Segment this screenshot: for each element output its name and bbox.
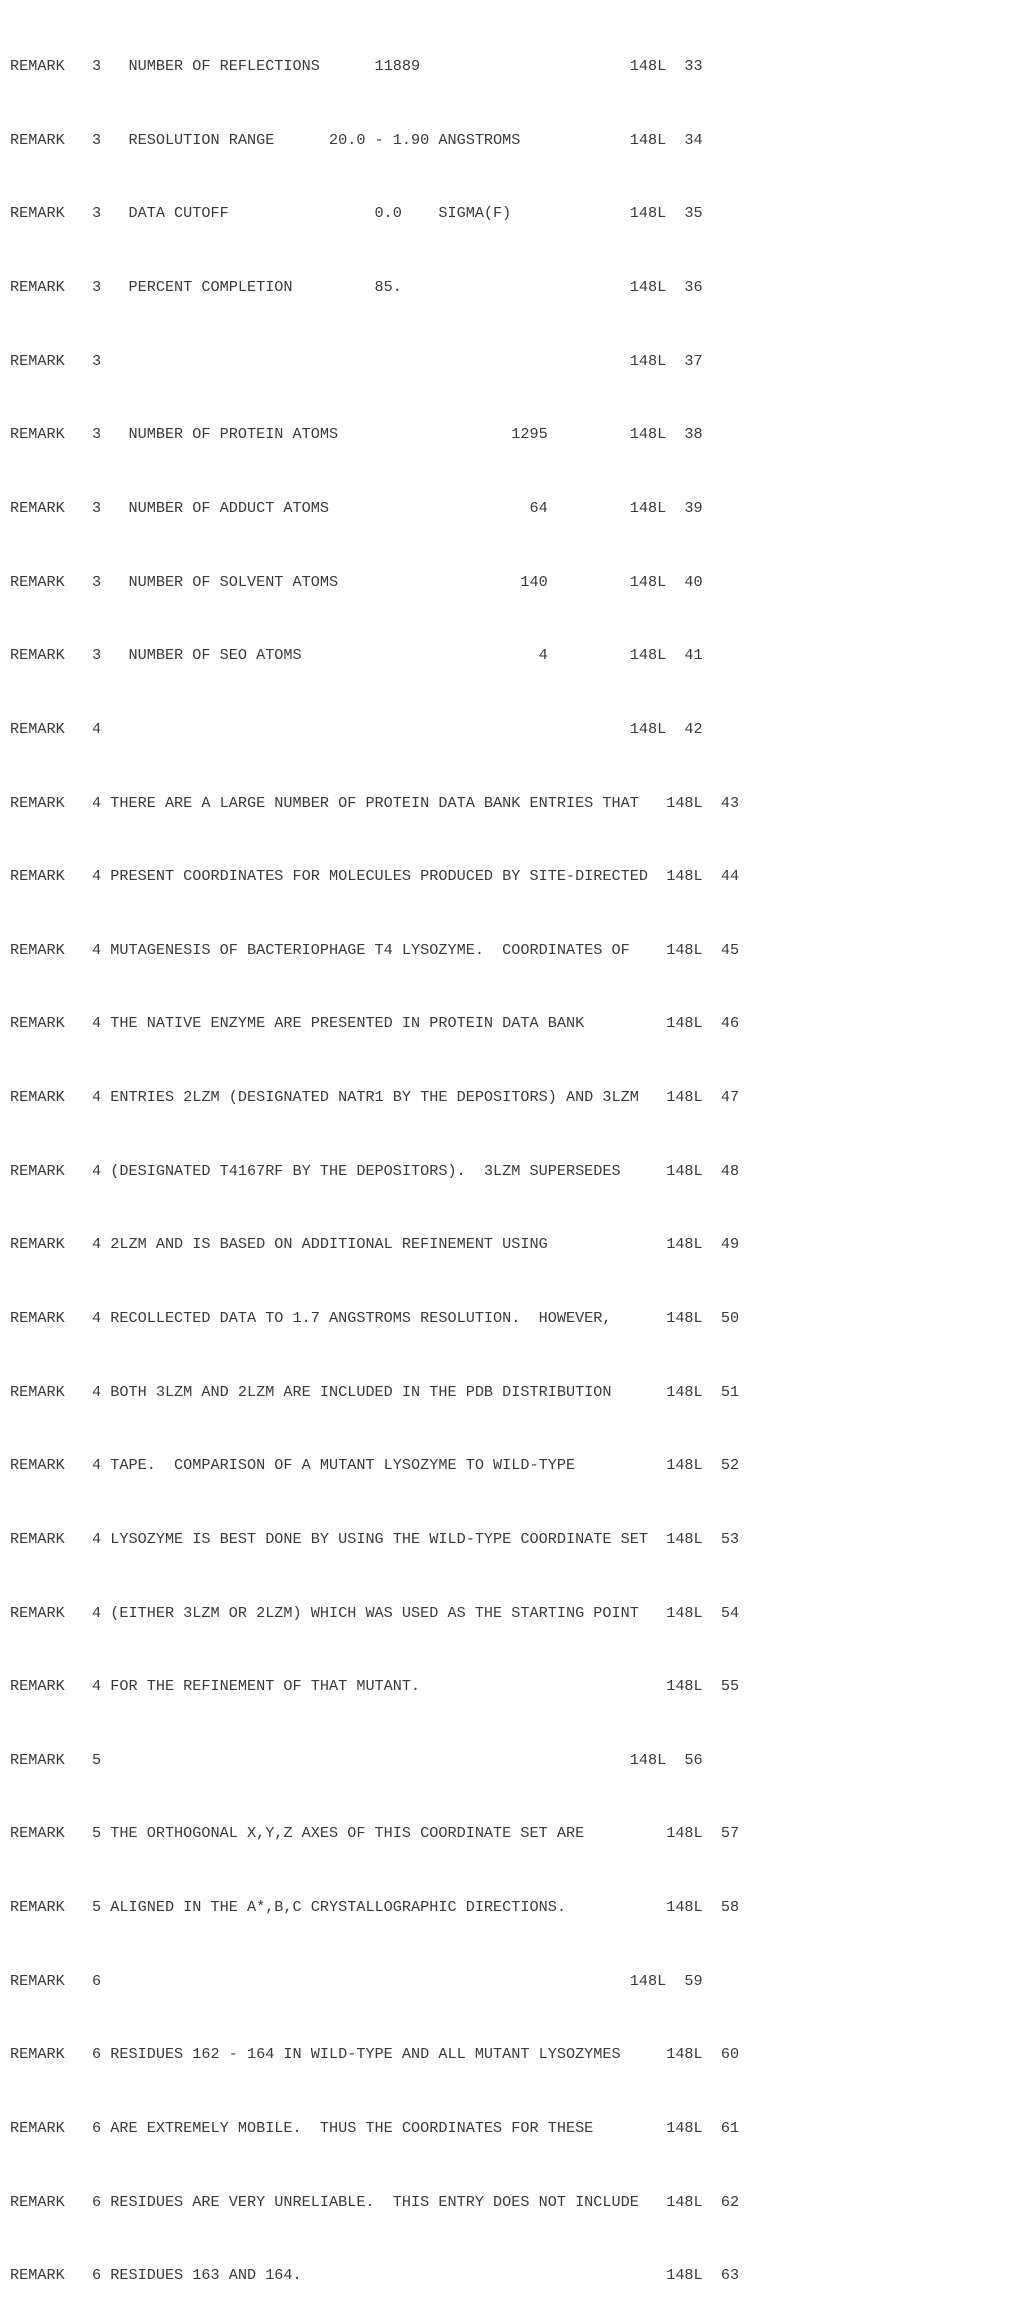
record-line: REMARK 3 DATA CUTOFF 0.0 SIGMA(F) 148L 35 — [10, 204, 703, 223]
record-line: REMARK 3 RESOLUTION RANGE 20.0 - 1.90 ANGSTROMS 148L 34 — [10, 130, 703, 149]
record-line: REMARK 6 RESIDUES 163 AND 164. 148L 63 — [10, 2266, 740, 2285]
record-line: REMARK 3 NUMBER OF SOLVENT ATOMS 140 148L 40 — [10, 572, 703, 591]
record-line: REMARK 4 BOTH 3LZM AND 2LZM ARE INCLUDED IN THE PDB DISTRIBUTION 148L 51 — [10, 1382, 740, 1401]
record-line: REMARK 5 THE ORTHOGONAL X,Y,Z AXES OF THIS COORDINATE SET ARE 148L 57 — [10, 1824, 740, 1843]
record-line: REMARK 6 RESIDUES ARE VERY UNRELIABLE. THIS ENTRY DOES NOT INCLUDE 148L 62 — [10, 2192, 740, 2211]
record-line: REMARK 4 148L 42 — [10, 719, 703, 738]
record-line: REMARK 4 (EITHER 3LZM OR 2LZM) WHICH WAS USED AS THE STARTING POINT 148L 54 — [10, 1603, 740, 1622]
record-line: REMARK 6 RESIDUES 162 - 164 IN WILD-TYPE AND ALL MUTANT LYSOZYMES 148L 60 — [10, 2045, 740, 2064]
record-line: REMARK 3 NUMBER OF ADDUCT ATOMS 64 148L 39 — [10, 498, 703, 517]
record-line: REMARK 4 (DESIGNATED T4167RF BY THE DEPOSITORS). 3LZM SUPERSEDES 148L 48 — [10, 1161, 740, 1180]
record-line: REMARK 4 MUTAGENESIS OF BACTERIOPHAGE T4 LYSOZYME. COORDINATES OF 148L 45 — [10, 940, 740, 959]
record-line: REMARK 4 2LZM AND IS BASED ON ADDITIONAL REFINEMENT USING 148L 49 — [10, 1235, 740, 1254]
pdb-file-text — [10, 5, 739, 2312]
record-line: REMARK 4 RECOLLECTED DATA TO 1.7 ANGSTROMS RESOLUTION. HOWEVER, 148L 50 — [10, 1308, 740, 1327]
record-line: REMARK 3 NUMBER OF REFLECTIONS 11889 148L 33 — [10, 57, 703, 76]
record-line: REMARK 4 PRESENT COORDINATES FOR MOLECULES PRODUCED BY SITE-DIRECTED 148L 44 — [10, 867, 740, 886]
record-line: REMARK 3 148L 37 — [10, 351, 703, 370]
record-line: REMARK 3 NUMBER OF SEO ATOMS 4 148L 41 — [10, 646, 703, 665]
record-line: REMARK 4 LYSOZYME IS BEST DONE BY USING THE WILD-TYPE COORDINATE SET 148L 53 — [10, 1529, 740, 1548]
record-line: REMARK 6 148L 59 — [10, 1971, 703, 1990]
record-line: REMARK 4 THE NATIVE ENZYME ARE PRESENTED IN PROTEIN DATA BANK 148L 46 — [10, 1014, 740, 1033]
record-line: REMARK 4 THERE ARE A LARGE NUMBER OF PROTEIN DATA BANK ENTRIES THAT 148L 43 — [10, 793, 740, 812]
record-line: REMARK 6 ARE EXTREMELY MOBILE. THUS THE COORDINATES FOR THESE 148L 61 — [10, 2119, 740, 2138]
record-line: REMARK 4 TAPE. COMPARISON OF A MUTANT LYSOZYME TO WILD-TYPE 148L 52 — [10, 1456, 740, 1475]
record-line: REMARK 5 ALIGNED IN THE A*,B,C CRYSTALLOGRAPHIC DIRECTIONS. 148L 58 — [10, 1898, 740, 1917]
record-line: REMARK 3 PERCENT COMPLETION 85. 148L 36 — [10, 278, 703, 297]
record-line: REMARK 4 FOR THE REFINEMENT OF THAT MUTANT. 148L 55 — [10, 1677, 740, 1696]
record-line: REMARK 4 ENTRIES 2LZM (DESIGNATED NATR1 BY THE DEPOSITORS) AND 3LZM 148L 47 — [10, 1088, 740, 1107]
record-line: REMARK 3 NUMBER OF PROTEIN ATOMS 1295 148L 38 — [10, 425, 703, 444]
record-line: REMARK 5 148L 56 — [10, 1750, 703, 1769]
